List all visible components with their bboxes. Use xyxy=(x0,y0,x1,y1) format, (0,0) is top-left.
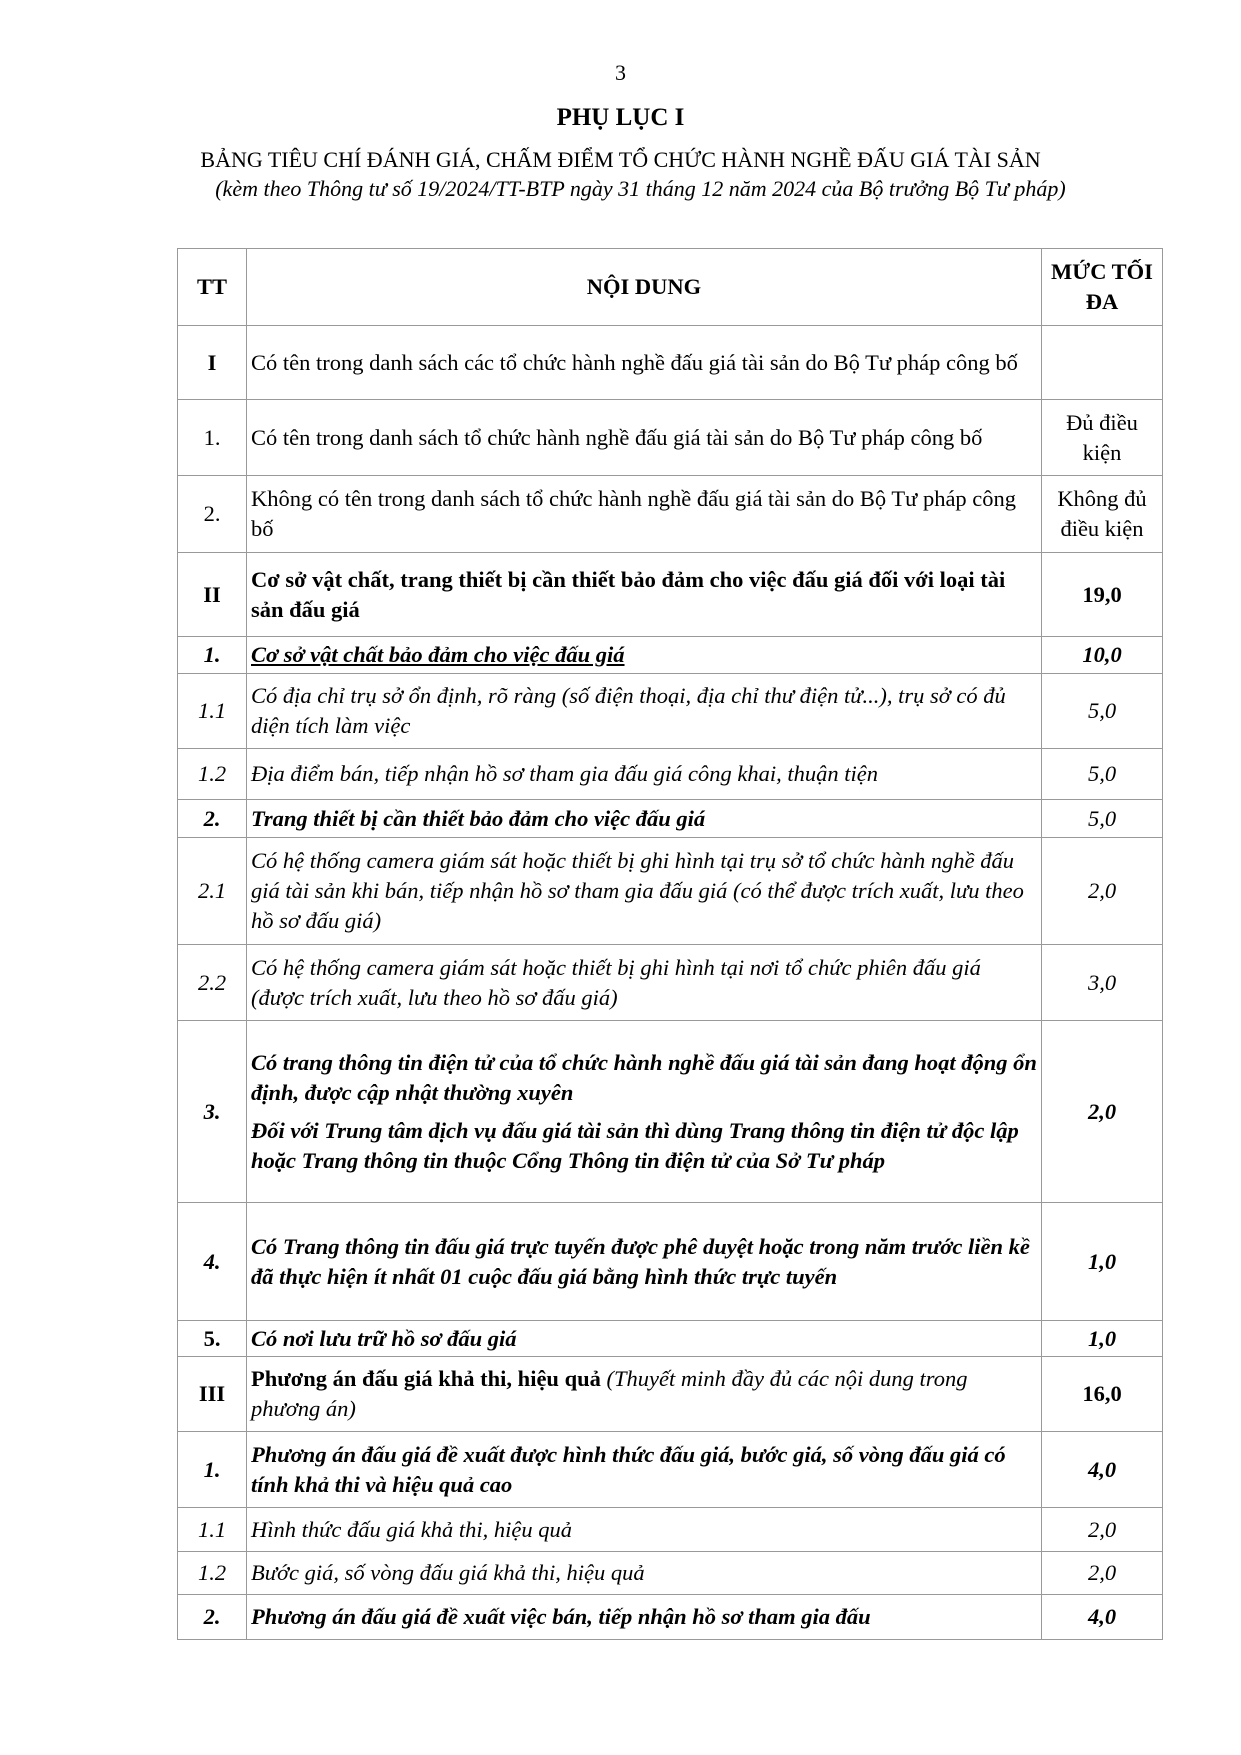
row-max-score: 2,0 xyxy=(1042,1552,1163,1595)
row-max-score: 5,0 xyxy=(1042,749,1163,800)
row-content: Có tên trong danh sách tổ chức hành nghề đấu giá tài sản do Bộ Tư pháp công bố xyxy=(247,400,1042,476)
table-row xyxy=(178,800,1163,838)
appendix-title: PHỤ LỤC I xyxy=(556,104,685,131)
header-tt: TT xyxy=(178,249,247,326)
row-content: Có nơi lưu trữ hồ sơ đấu giá xyxy=(247,1321,1042,1357)
row-number: 2.1 xyxy=(178,838,247,945)
row-max-score: 19,0 xyxy=(1042,553,1163,637)
row-content: Phương án đấu giá đề xuất việc bán, tiếp nhận hồ sơ tham gia đấu xyxy=(247,1595,1042,1640)
row-max-score: Không đủ điều kiện xyxy=(1042,476,1163,553)
row-number: 2.2 xyxy=(178,945,247,1021)
row-max-score: Đủ điều kiện xyxy=(1042,400,1163,476)
row-number: I xyxy=(178,326,247,400)
row-number: 1.2 xyxy=(178,749,247,800)
row-number: 2. xyxy=(178,1595,247,1640)
row-number: III xyxy=(178,1357,247,1432)
row-content: Cơ sở vật chất bảo đảm cho việc đấu giá xyxy=(247,637,1042,674)
row-max-score: 10,0 xyxy=(1042,637,1163,674)
appendix-note: (kèm theo Thông tư số 19/2024/TT-BTP ngày 31 tháng 12 năm 2024 của Bộ trưởng Bộ Tư pháp) xyxy=(215,176,1066,201)
table-row xyxy=(178,1552,1163,1595)
row-max-score: 2,0 xyxy=(1042,1508,1163,1552)
row-content-note: Đối với Trung tâm dịch vụ đấu giá tài sản thì dùng Trang thông tin điện tử độc lập hoặc Trang thông tin thuộc Cổng Thông tin điện tử của Sở Tư pháp xyxy=(251,1117,1019,1173)
row-content: Có hệ thống camera giám sát hoặc thiết bị ghi hình tại trụ sở tổ chức hành nghề đấu giá tài sản khi bán, tiếp nhận hồ sơ tham gia đấu giá (có thể được trích xuất, lưu theo hồ sơ đấu giá) xyxy=(247,838,1042,945)
row-number: 3. xyxy=(178,1021,247,1203)
table-row xyxy=(178,1508,1163,1552)
table-row xyxy=(178,1321,1163,1357)
row-max-score: 1,0 xyxy=(1042,1321,1163,1357)
header-max: MỨC TỐI ĐA xyxy=(1042,249,1163,326)
row-content: Có hệ thống camera giám sát hoặc thiết bị ghi hình tại nơi tổ chức phiên đấu giá (được trích xuất, lưu theo hồ sơ đấu giá) xyxy=(247,945,1042,1021)
row-number: 5. xyxy=(178,1321,247,1357)
row-content: Có tên trong danh sách các tổ chức hành nghề đấu giá tài sản do Bộ Tư pháp công bố xyxy=(247,326,1042,400)
row-content: Trang thiết bị cần thiết bảo đảm cho việc đấu giá xyxy=(247,800,1042,838)
row-content: Không có tên trong danh sách tổ chức hành nghề đấu giá tài sản do Bộ Tư pháp công bố xyxy=(247,476,1042,553)
row-content: Có địa chỉ trụ sở ổn định, rõ ràng (số điện thoại, địa chỉ thư điện tử...), trụ sở có đủ diện tích làm việc xyxy=(247,674,1042,749)
row-number: 1. xyxy=(178,400,247,476)
row-number: 1. xyxy=(178,1432,247,1508)
row-number: 1.1 xyxy=(178,674,247,749)
appendix-subtitle: BẢNG TIÊU CHÍ ĐÁNH GIÁ, CHẤM ĐIỂM TỔ CHỨC HÀNH NGHỀ ĐẤU GIÁ TÀI SẢN xyxy=(200,147,1041,172)
criteria-table xyxy=(177,248,1163,1640)
row-number: 1.1 xyxy=(178,1508,247,1552)
row-content-text: Phương án đấu giá khả thi, hiệu quả xyxy=(251,1366,601,1391)
row-max-score xyxy=(1042,326,1163,400)
row-max-score: 1,0 xyxy=(1042,1203,1163,1321)
row-number: 1.2 xyxy=(178,1552,247,1595)
row-content: Phương án đấu giá đề xuất được hình thức đấu giá, bước giá, số vòng đấu giá có tính khả thi và hiệu quả cao xyxy=(247,1432,1042,1508)
row-number: 4. xyxy=(178,1203,247,1321)
header-content: NỘI DUNG xyxy=(247,249,1042,326)
table-header xyxy=(178,249,1163,326)
row-max-score: 5,0 xyxy=(1042,800,1163,838)
table-row xyxy=(178,749,1163,800)
table-row xyxy=(178,838,1163,945)
page-number: 3 xyxy=(615,60,626,85)
table-row xyxy=(178,637,1163,674)
row-content xyxy=(247,1357,1042,1432)
table-row xyxy=(178,1432,1163,1508)
row-content xyxy=(247,1021,1042,1203)
row-max-score: 16,0 xyxy=(1042,1357,1163,1432)
table-row xyxy=(178,1357,1163,1432)
table-row xyxy=(178,945,1163,1021)
table-row xyxy=(178,400,1163,476)
table-row xyxy=(178,1021,1163,1203)
row-max-score: 3,0 xyxy=(1042,945,1163,1021)
row-max-score: 4,0 xyxy=(1042,1595,1163,1640)
table-row xyxy=(178,326,1163,400)
row-max-score: 2,0 xyxy=(1042,838,1163,945)
row-max-score: 2,0 xyxy=(1042,1021,1163,1203)
row-content-note: (Thuyết minh đầy đủ các nội dung trong phương án) xyxy=(251,1366,968,1421)
row-content-text: Có trang thông tin điện tử của tổ chức hành nghề đấu giá tài sản đang hoạt động ổn định, được cập nhật thường xuyên xyxy=(251,1049,1037,1105)
row-number: 2. xyxy=(178,476,247,553)
row-content: Địa điểm bán, tiếp nhận hồ sơ tham gia đấu giá công khai, thuận tiện xyxy=(247,749,1042,800)
row-content: Hình thức đấu giá khả thi, hiệu quả xyxy=(247,1508,1042,1552)
row-max-score: 4,0 xyxy=(1042,1432,1163,1508)
table-row xyxy=(178,1203,1163,1321)
row-content: Có Trang thông tin đấu giá trực tuyến được phê duyệt hoặc trong năm trước liền kề đã thực hiện ít nhất 01 cuộc đấu giá bằng hình thức trực tuyến xyxy=(247,1203,1042,1321)
table-row xyxy=(178,553,1163,637)
row-max-score: 5,0 xyxy=(1042,674,1163,749)
table-row xyxy=(178,1595,1163,1640)
row-content: Cơ sở vật chất, trang thiết bị cần thiết bảo đảm cho việc đấu giá đối với loại tài sản đấu giá xyxy=(247,553,1042,637)
row-number: 1. xyxy=(178,637,247,674)
row-number: 2. xyxy=(178,800,247,838)
table-row xyxy=(178,674,1163,749)
row-number: II xyxy=(178,553,247,637)
table-row xyxy=(178,476,1163,553)
row-content: Bước giá, số vòng đấu giá khả thi, hiệu quả xyxy=(247,1552,1042,1595)
